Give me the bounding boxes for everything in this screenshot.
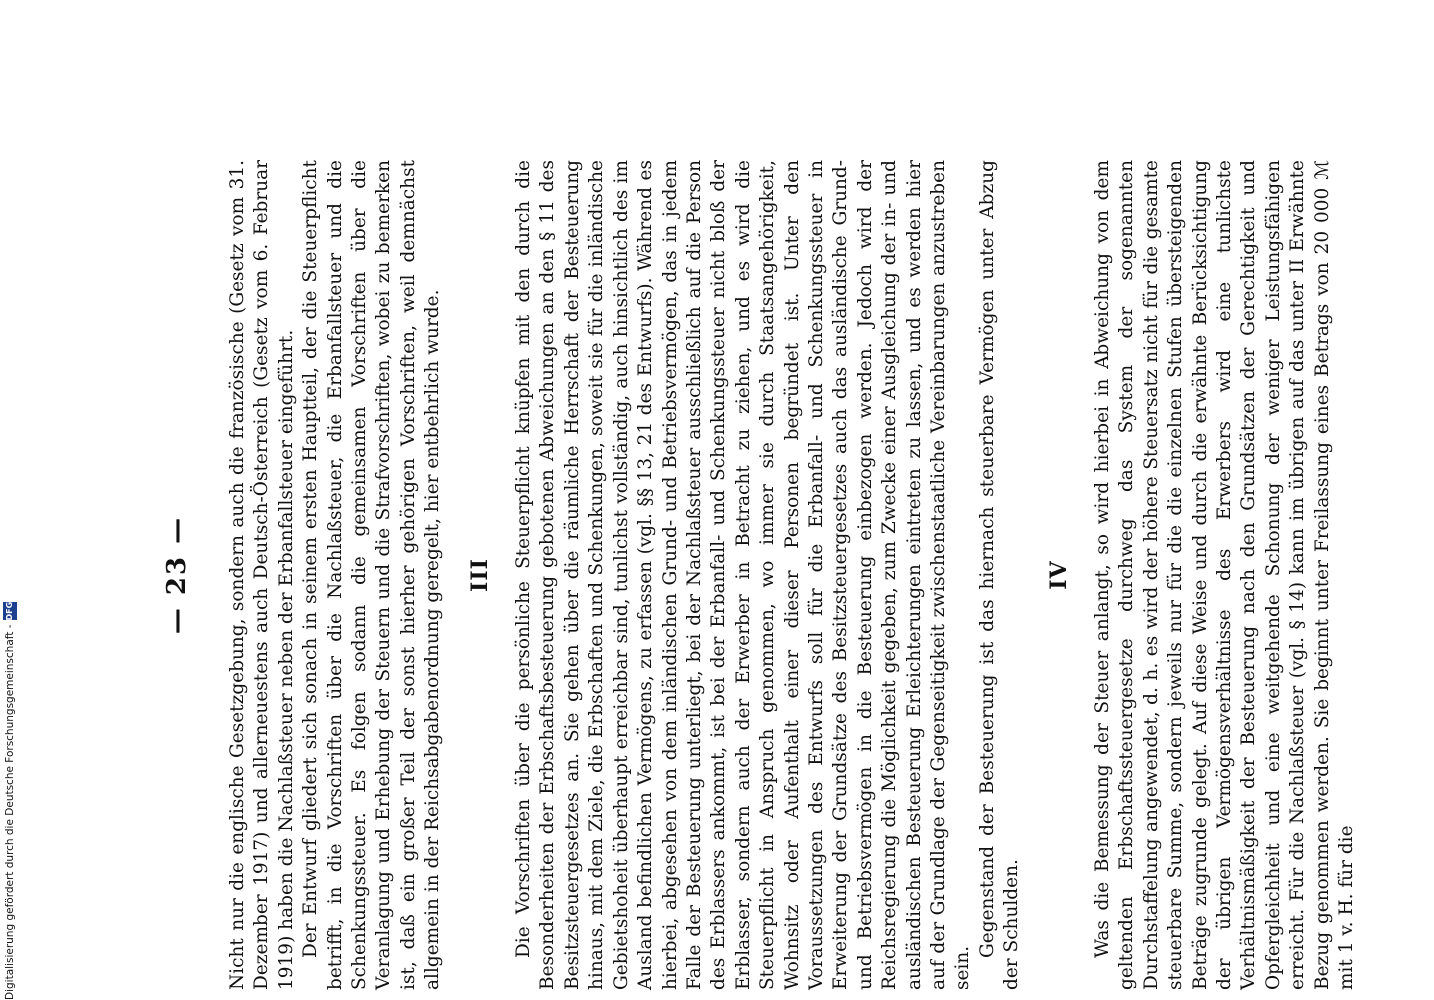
section-heading-iii: III: [466, 558, 493, 592]
section-heading-iv: IV: [1045, 560, 1072, 590]
intro-paragraph-1: Nicht nur die englische Gesetzgebung, sondern auch die französische (Gesetz vom 31. Dezember 1917) und allerneuestens auch Deutsch-Österreich (Gesetz vom 6. Februar 1919) haben die Nachlaßsteuer neben der Erbanfallsteuer eingeführt.: [227, 160, 297, 990]
document-body: [226, 160, 1359, 990]
section-iv-paragraph-1: Was die Bemessung der Steuer anlangt, so wird hierbei in Abweichung von dem geltenden Erbschaftssteuergesetze durchweg das System der sogenannten Durchstaffelung angewendet, d. h. es wird der höhere Steuersatz nicht für die gesamte steuerbare Summe, sondern jeweils nur für die die einzelnen Stufen übersteigenden Beträge zugrunde gelegt. Auf diese Weise und durch die erwähnte Berücksichtigung der übrigen Vermögensverhältnisse des Erwerbers wird eine tunlichste Verhältnismäßigkeit der Besteuerung nach den Grundsätzen der Gerechtigkeit und Opfergleichheit und eine weitgehende Schonung der weniger Leistungsfähigen erreicht. Für die Nachlaßsteuer (vgl. § 14) kann im übrigen auf das unter II Erwähnte Bezug genommen werden. Sie beginnt unter Freilassung eines Betrags von 20 000 ℳ mit 1 v. H. für die: [1092, 160, 1358, 990]
section-iii-paragraph-1: Die Vorschriften über die persönliche Steuerpflicht knüpfen mit den durch die Besonderheiten der Erbschaftsbesteuerung gebotenen Abweichungen an den § 11 des Besitzsteuergesetzes an. Sie gehen über die räumliche Herrschaft der Besteuerung hinaus, mit dem Ziele, die Erbschaften und Schenkungen, soweit sie für die inländische Gebietshoheit überhaupt erreichbar sind, tunlichst vollständig, auch hinsichtlich des im Ausland befindlichen Vermögens, zu erfassen (vgl. §§ 13, 21 des Entwurfs). Während es hierbei, abgesehen von dem inländischen Grund- und Betriebsvermögen, das in jedem Falle der Besteuerung unterliegt, bei der Nachlaßsteuer ausschließlich auf die Person des Erblassers ankommt, ist bei der Erbanfall- und Schenkungssteuer nicht bloß der Erblasser, sondern auch der Erwerber in Betracht zu ziehen, und es wird die Steuerpflicht in Anspruch genommen, wo immer sie durch Staatsangehörigkeit, Wohnsitz oder Aufenthalt einer dieser Personen begründet ist. Unter den Voraussetzungen des Entwurfs soll für die Erbanfall- und Schenkungssteuer in Erweiterung der Grundsätze des Besitzsteuergesetzes auch das ausländische Grund- und Betriebsvermögen in die Besteuerung einbezogen werden. Jedoch wird der Reichsregierung die Möglichkeit gegeben, zum Zwecke einer Ausgleichung der in- und ausländischen Besteuerung Erleichterungen eintreten zu lassen, und es werden hier auf der Grundlage der Gegenseitigkeit zwischenstaatliche Vereinbarungen anzustreben sein.: [513, 160, 974, 990]
digitization-credit: [0, 10, 20, 1000]
intro-paragraph-2: Der Entwurf gliedert sich sonach in seinem ersten Hauptteil, der die Steuerpflicht betrifft, in die Vorschriften über die Nachlaßsteuer, die Erbanfallsteuer und die Schenkungssteuer. Es folgen sodann die gemeinsamen Vorschriften über die Veranlagung und Erhebung der Steuern und die Strafvorschriften, wobei zu bemerken ist, daß ein großer Teil der sonst hierher gehörigen Vorschriften, weil demnächst allgemein in der Reichsabgabenordnung geregelt, hier entbehrlich wurde.: [300, 160, 444, 990]
section-iii-paragraph-2: Gegenstand der Besteuerung ist das hiernach steuerbare Vermögen unter Abzug der Schulden.: [976, 160, 1023, 990]
rotated-page: [150, 150, 1358, 1000]
credit-text: Digitalisierung gefördert durch die Deutsche Forschungsgemeinschaft -: [4, 624, 16, 1000]
page-number: — 23 —: [162, 515, 192, 635]
dfg-logo: DFG: [3, 602, 17, 620]
